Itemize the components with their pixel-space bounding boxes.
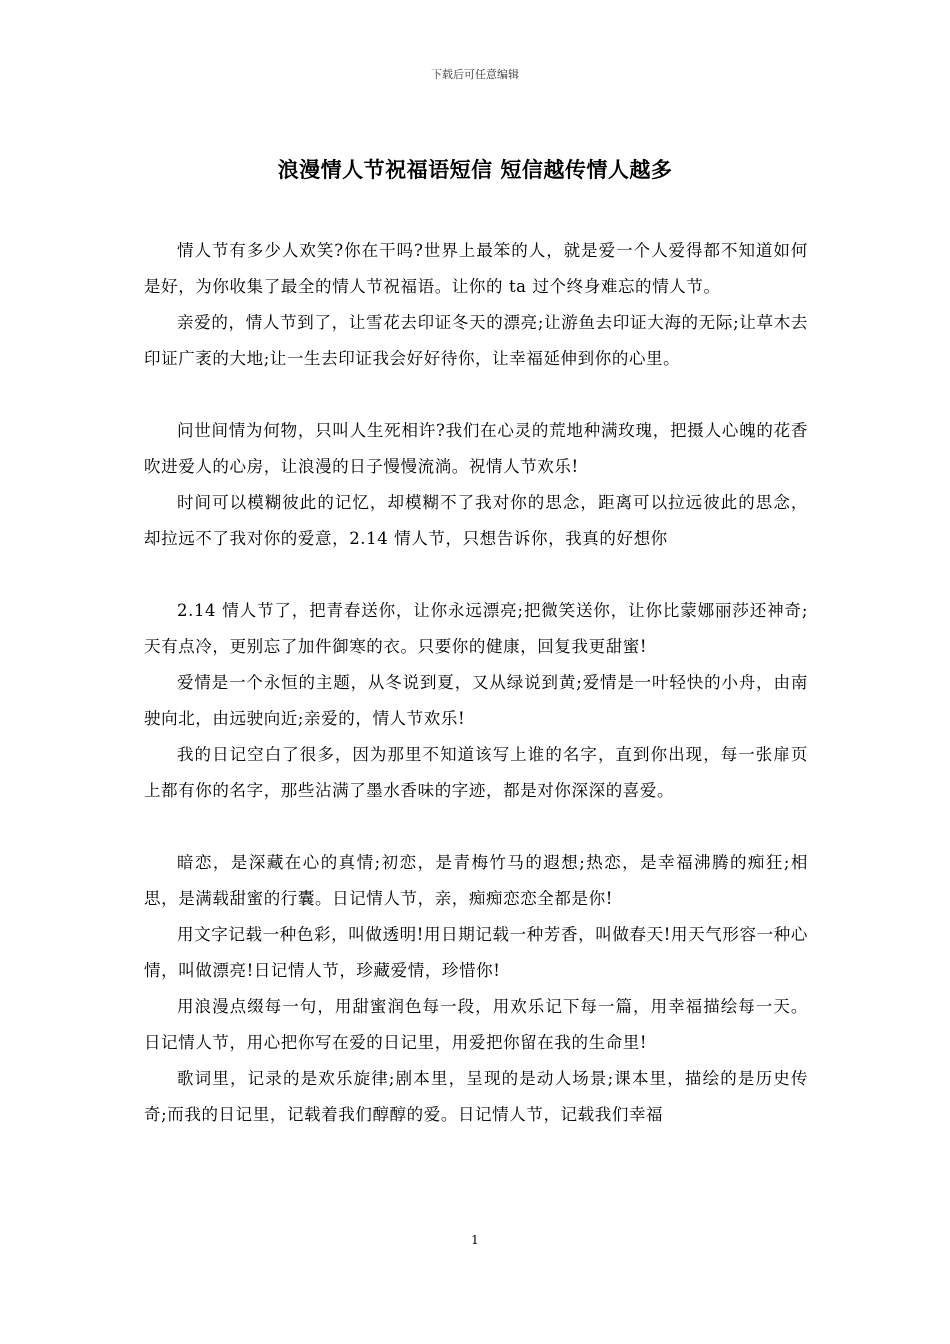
paragraph: 我的日记空白了很多，因为那里不知道该写上谁的名字，直到你出现，每一张扉页上都有你的名字，那些沾满了墨水香味的字迹，都是对你深深的喜爱。 — [144, 745, 808, 800]
paragraph: 暗恋，是深藏在心的真情;初恋，是青梅竹马的遐想;热恋，是幸福沸腾的痴狂;相思，是满载甜蜜的行囊。日记情人节，亲，痴痴恋恋全都是你! — [144, 853, 808, 908]
paragraph: 用浪漫点缀每一句，用甜蜜润色每一段，用欢乐记下每一篇，用幸福描绘每一天。日记情人节，用心把你写在爱的日记里，用爱把你留在我的生命里! — [144, 997, 808, 1052]
paragraph: 时间可以模糊彼此的记忆，却模糊不了我对你的思念，距离可以拉远彼此的思念，却拉远不了我对你的爱意，2.14 情人节，只想告诉你，我真的好想你 — [144, 493, 808, 548]
header-note: 下载后可任意编辑 — [431, 68, 519, 81]
paragraph: 爱情是一个永恒的主题，从冬说到夏，又从绿说到黄;爱情是一叶轻快的小舟，由南驶向北，由远驶向近;亲爱的，情人节欢乐! — [144, 673, 808, 728]
page-number: 1 — [471, 1233, 479, 1247]
paragraph: 情人节有多少人欢笑?你在干吗?世界上最笨的人，就是爱一个人爱得都不知道如何是好，为你收集了最全的情人节祝福语。让你的 ta 过个终身难忘的情人节。 — [144, 241, 808, 296]
document-title: 浪漫情人节祝福语短信 短信越传情人越多 — [277, 157, 673, 182]
paragraph: 歌词里，记录的是欢乐旋律;剧本里，呈现的是动人场景;课本里，描绘的是历史传奇;而我的日记里，记载着我们醇醇的爱。日记情人节，记载我们幸福 — [144, 1069, 808, 1124]
paragraph: 亲爱的，情人节到了，让雪花去印证冬天的漂亮;让游鱼去印证大海的无际;让草木去印证广袤的大地;让一生去印证我会好好待你，让幸福延伸到你的心里。 — [144, 313, 808, 368]
paragraph: 用文字记载一种色彩，叫做透明!用日期记载一种芳香，叫做春天!用天气形容一种心情，叫做漂亮!日记情人节，珍藏爱情，珍惜你! — [144, 925, 808, 980]
document-body — [144, 233, 808, 1133]
paragraph: 问世间情为何物，只叫人生死相许?我们在心灵的荒地种满玫瑰，把摄人心魄的花香吹进爱人的心房，让浪漫的日子慢慢流淌。祝情人节欢乐! — [144, 421, 808, 476]
paragraph: 2.14 情人节了，把青春送你，让你永远漂亮;把微笑送你，让你比蒙娜丽莎还神奇;天有点冷，更别忘了加件御寒的衣。只要你的健康，回复我更甜蜜! — [144, 601, 808, 656]
